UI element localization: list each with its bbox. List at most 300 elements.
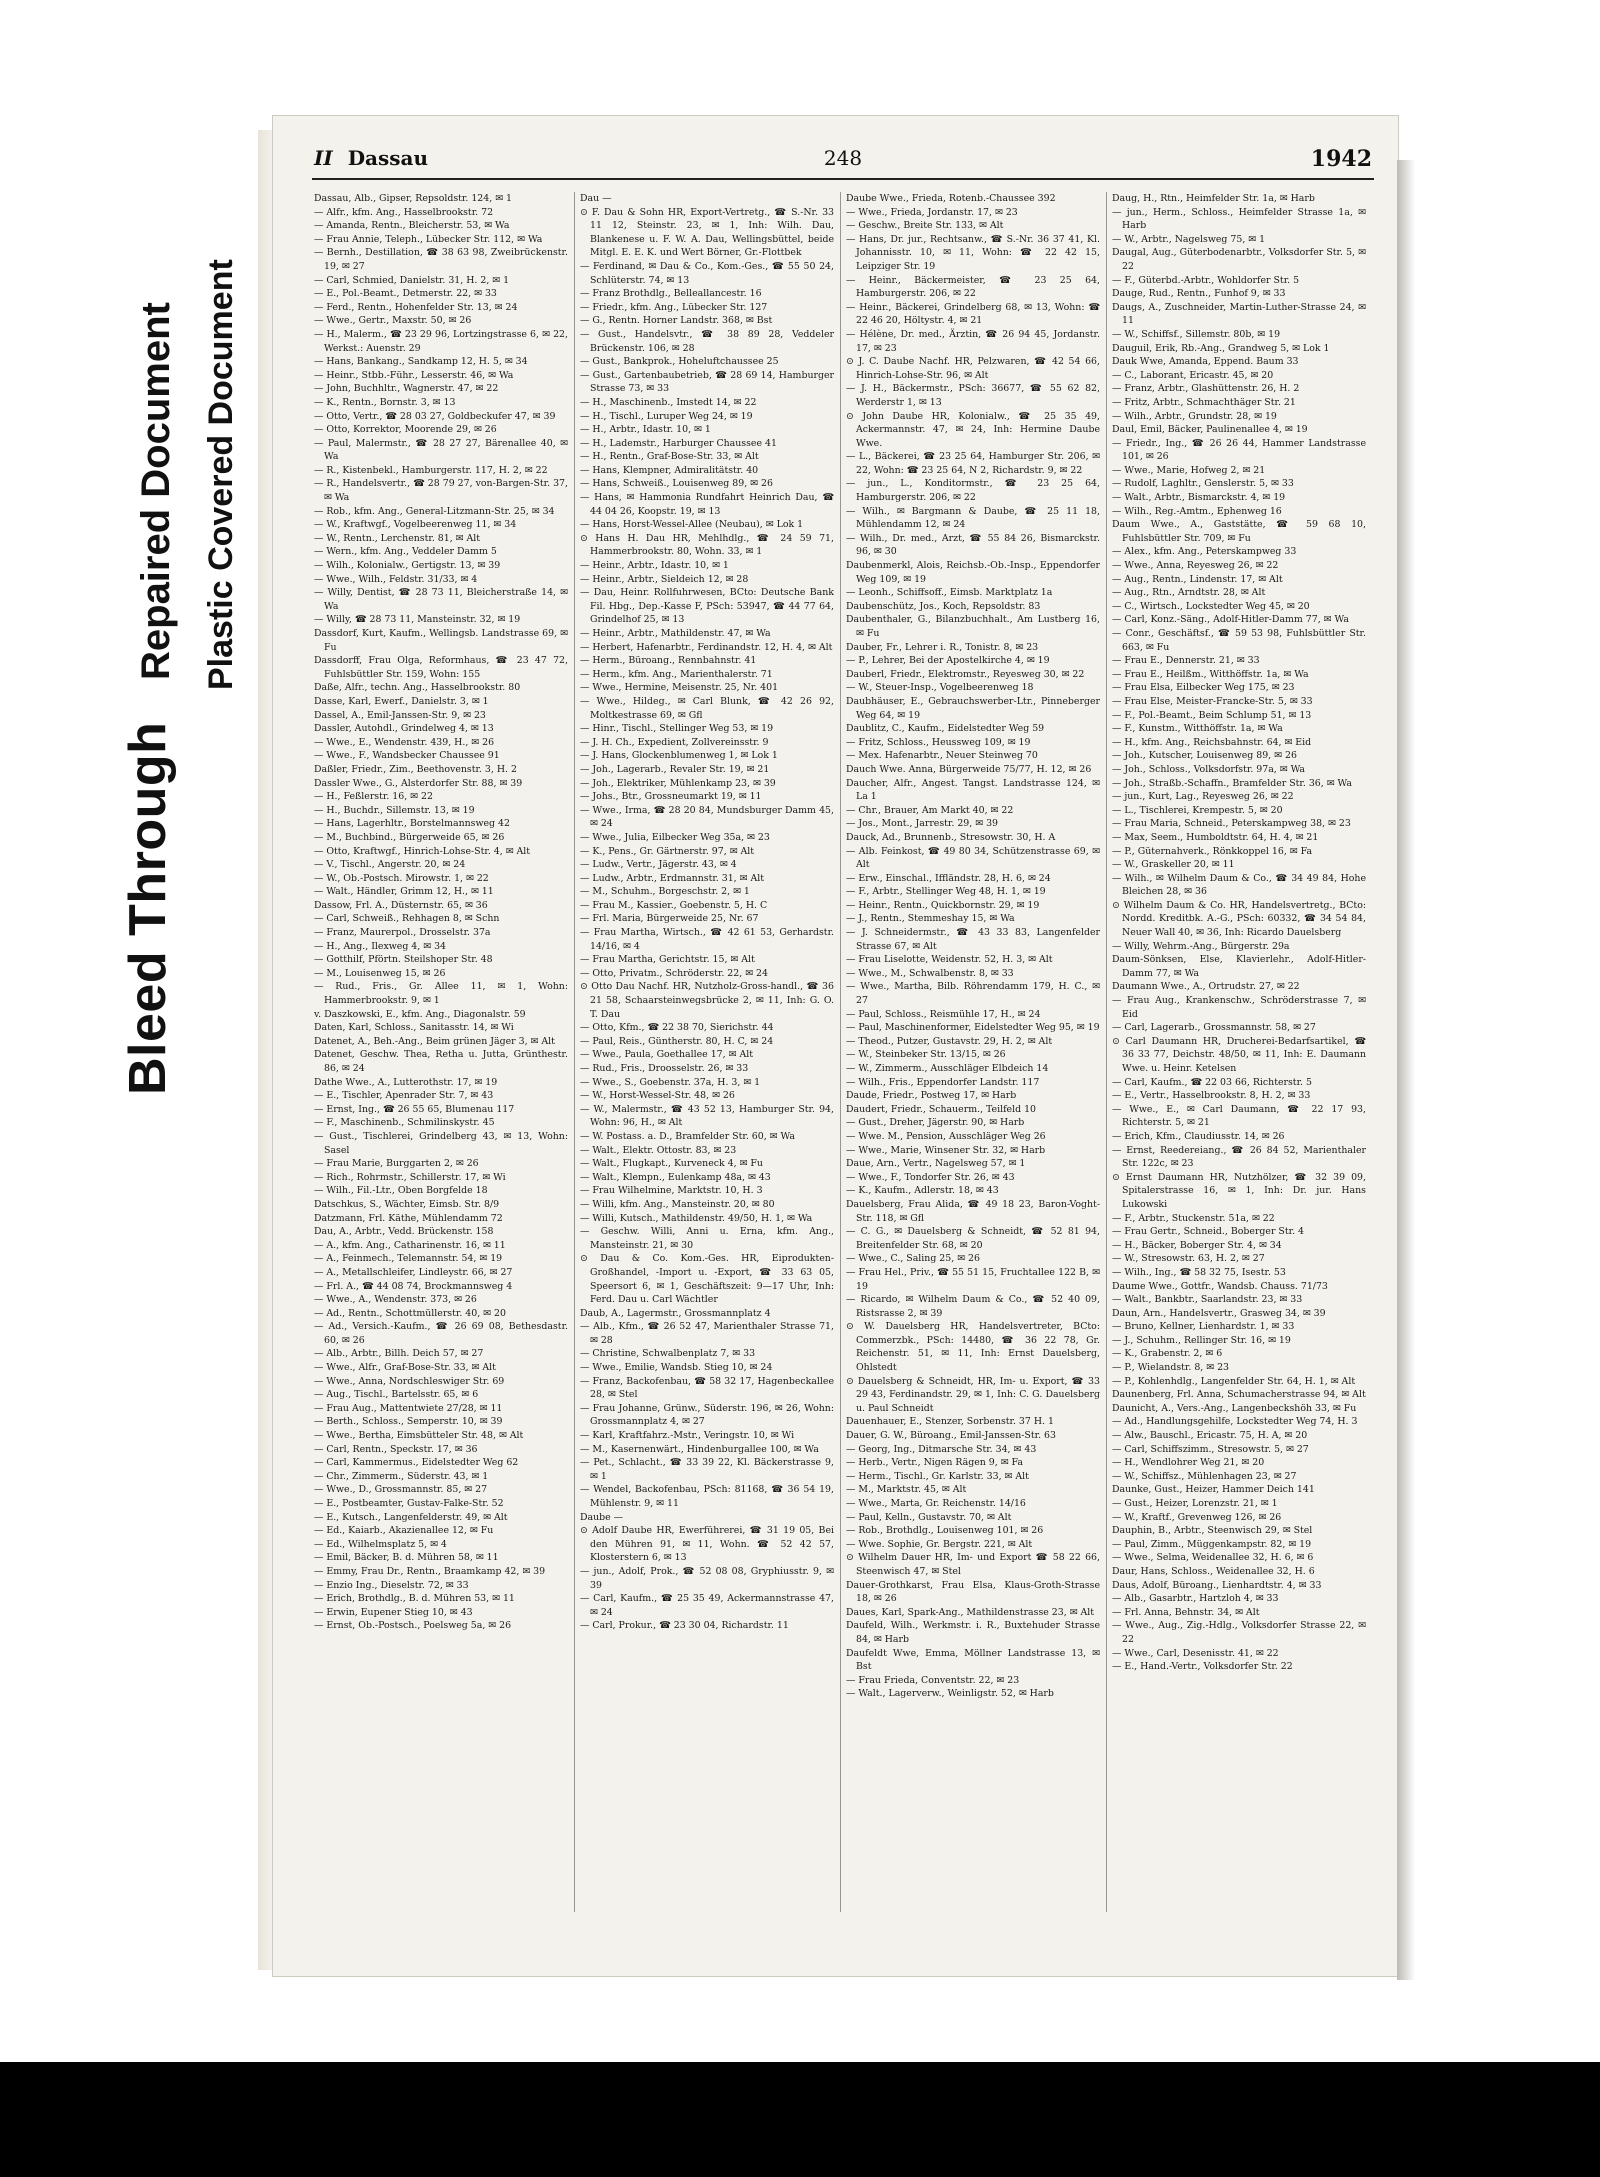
directory-entry: — Amanda, Rentn., Bleicherstr. 53, ✉ Wa <box>314 220 510 232</box>
directory-entry: — Heinr., Rentn., Quickbornstr. 29, ✉ 19 <box>846 899 1040 911</box>
directory-entry: — Frau Martha, Wirtsch., ☎ 42 61 53, Gerhardstr. 14/16, ✉ 4 <box>580 927 834 952</box>
directory-entry: — Carl, Lagerarb., Grossmannstr. 58, ✉ 27 <box>1112 1022 1316 1034</box>
directory-entry: — Hans, Dr. jur., Rechtsanw., ☎ S.-Nr. 36 37 41, Kl. Johannisstr. 10, ✉ 11, Wohn: ☎ 22 42 15, Leipziger Str. 19 <box>846 233 1100 272</box>
directory-entry: — Alw., Bauschl., Ericastr. 75, H. A, ✉ 20 <box>1112 1430 1308 1442</box>
directory-entry: — Frau Liselotte, Weidenstr. 52, H. 3, ✉ Alt <box>846 954 1053 966</box>
directory-entry: — H., Ang., Ilexweg 4, ✉ 34 <box>314 940 447 952</box>
directory-entry: — Willy, ☎ 28 73 11, Mansteinstr. 32, ✉ 19 <box>314 614 521 626</box>
directory-entry: — Bruno, Kellner, Lienhardstr. 1, ✉ 33 <box>1112 1321 1295 1333</box>
directory-entry: — Frau Hel., Priv., ☎ 55 51 15, Fruchtallee 122 B, ✉ 19 <box>846 1266 1100 1292</box>
directory-entry: — Wwe., Alfr., Graf-Bose-Str. 33, ✉ Alt <box>314 1362 496 1374</box>
directory-entry: Daub, A., Lagermstr., Grossmannplatz 4 <box>580 1307 771 1319</box>
directory-entry: — Herb., Vertr., Nigen Rägen 9, ✉ Fa <box>846 1457 1024 1469</box>
directory-column-4 <box>1112 192 1366 1912</box>
directory-entry: — Dau, Heinr. Rollfuhrwesen, BCto: Deutsche Bank Fil. Hbg., Dep.-Kasse F, PSch: 53947, ☎ 44 77 64, Grindelhof 25, ✉ 13 <box>580 587 834 626</box>
directory-entry: — Erich, Kfm., Claudiusstr. 14, ✉ 26 <box>1112 1130 1285 1142</box>
directory-entry: — Geschw., Breite Str. 133, ✉ Alt <box>846 220 1004 232</box>
directory-entry: — Wwe., Martha, Bilb. Röhrendamm 179, H. C., ✉ 27 <box>846 981 1100 1007</box>
scan-bottom-band <box>0 2062 1600 2177</box>
directory-entry: Daublitz, C., Kaufm., Eidelstedter Weg 59 <box>846 723 1045 735</box>
directory-entry: — H., Wendlohrer Weg 21, ✉ 20 <box>1112 1457 1265 1469</box>
directory-entry: — Hans, Klempner, Admiralitätstr. 40 <box>580 464 759 476</box>
directory-entry: Daufeld, Wilh., Werkmstr. i. R., Buxtehuder Strasse 84, ✉ Harb <box>846 1620 1100 1645</box>
directory-entry: — Joh., Straßb.-Schaffn., Bramfelder Str. 36, ✉ Wa <box>1112 777 1352 789</box>
directory-entry: — Hans, ✉ Hammonia Rundfahrt Heinrich Dau, ☎ 44 04 26, Koopstr. 19, ✉ 13 <box>580 492 834 517</box>
directory-entry: — H., kfm. Ang., Reichsbahnstr. 64, ✉ Eid <box>1112 736 1312 748</box>
column-divider <box>574 192 575 1912</box>
directory-entry: — Paul, Malermstr., ☎ 28 27 27, Bärenallee 40, ✉ Wa <box>314 437 568 463</box>
directory-entry: — Rich., Rohrmstr., Schillerstr. 17, ✉ Wi <box>314 1171 506 1183</box>
directory-entry: — Ferdinand, ✉ Dau & Co., Kom.-Ges., ☎ 55 50 24, Schlüterstr. 74, ✉ 13 <box>580 260 834 286</box>
directory-entry: — Alb., Arbtr., Billh. Deich 57, ✉ 27 <box>314 1348 484 1360</box>
directory-entry: — F., Maschinenb., Schmilinskystr. 45 <box>314 1117 495 1129</box>
directory-entry: ⊙ Adolf Daube HR, Ewerführerei, ☎ 31 19 05, Bei den Mühren 91, ✉ 11, Wohn. ☎ 52 42 57, Klosterstern 6, ✉ 13 <box>580 1525 834 1564</box>
directory-entry: Daun, Arn., Handelsvertr., Grasweg 34, ✉ 39 <box>1112 1307 1326 1319</box>
directory-entry: ⊙ Wilhelm Daum & Co. HR, Handelsvertretg., BCto: Nordd. Kreditbk. A.-G., PSch: 60332, ☎ 34 54 84, Neuer Wall 40, ✉ 36, Inh: Ricardo Dauelsberg <box>1112 899 1366 939</box>
directory-entry: — Ernst, Ing., ☎ 26 55 65, Blumenau 117 <box>314 1103 515 1115</box>
directory-entry: ⊙ John Daube HR, Kolonialw., ☎ 25 35 49, Ackermannstr. 47, ✉ 24, Inh: Hermine Daube Wwe. <box>846 410 1100 449</box>
section-number: II <box>314 146 333 170</box>
directory-entry: — Ernst, Reedereiang., ☎ 26 84 52, Marienthaler Str. 122c, ✉ 23 <box>1112 1144 1366 1170</box>
directory-entry: Daume Wwe., Gottfr., Wandsb. Chauss. 71/73 <box>1112 1280 1328 1292</box>
directory-entry: — Georg, Ing., Ditmarsche Str. 34, ✉ 43 <box>846 1443 1037 1455</box>
directory-entry: — Gust., Heizer, Lorenzstr. 21, ✉ 1 <box>1112 1498 1278 1509</box>
directory-entry: — Joh., Schloss., Volksdorfstr. 97a, ✉ Wa <box>1112 763 1306 775</box>
directory-entry: — E., Kutsch., Langenfelderstr. 49, ✉ Alt <box>314 1511 508 1523</box>
directory-entry: — W., Kraftwgf., Vogelbeerenweg 11, ✉ 34 <box>314 519 517 531</box>
directory-entry: Daudert, Friedr., Schauerm., Teilfeld 10 <box>846 1103 1037 1115</box>
directory-entry: — E., Vertr., Hasselbrookstr. 8, H. 2, ✉ 33 <box>1112 1090 1311 1102</box>
directory-entry: — Otto, Kfm., ☎ 22 38 70, Sierichstr. 44 <box>580 1022 774 1034</box>
directory-entry: — A., Metallschleifer, Lindleystr. 66, ✉ 27 <box>314 1266 513 1278</box>
directory-entry: — Rob., Brothdlg., Louisenweg 101, ✉ 26 <box>846 1525 1044 1537</box>
directory-entry: — Berth., Schloss., Semperstr. 10, ✉ 39 <box>314 1416 503 1428</box>
directory-entry: Daude, Friedr., Postweg 17, ✉ Harb <box>846 1090 1017 1102</box>
directory-entry: — Erwin, Eupener Stieg 10, ✉ 43 <box>314 1606 473 1618</box>
directory-entry: — Paul, Zimm., Müggenkampstr. 82, ✉ 19 <box>1112 1538 1312 1550</box>
directory-entry: Daunicht, A., Vers.-Ang., Langenbeckshöh 33, ✉ Fu <box>1112 1402 1357 1414</box>
directory-entry: — Heinr., Arbtr., Sieldeich 12, ✉ 28 <box>580 573 749 585</box>
directory-entry: — J. H. Ch., Expedient, Zollvereinsstr. 9 <box>580 736 769 748</box>
directory-entry: Dauer, G. W., Büroang., Emil-Janssen-Str. 63 <box>846 1430 1056 1442</box>
directory-entry: — Wwe., Marie, Hofweg 2, ✉ 21 <box>1112 464 1266 476</box>
directory-entry: — M., Kasernenwärt., Hindenburgallee 100, ✉ Wa <box>580 1443 819 1455</box>
directory-entry: — Willy, Dentist, ☎ 28 73 11, Bleicherstraße 14, ✉ Wa <box>314 587 568 612</box>
directory-entry: — Frau Else, Meister-Francke-Str. 5, ✉ 33 <box>1112 695 1313 707</box>
directory-entry: — J. Schneidermstr., ☎ 43 33 83, Langenfelder Strasse 67, ✉ Alt <box>846 927 1100 952</box>
directory-entry: Daum Wwe., A., Gaststätte, ☎ 59 68 10, Fuhlsbüttler Str. 709, ✉ Fu <box>1112 519 1366 544</box>
directory-entry: — Carl, Schmied, Danielstr. 31, H. 2, ✉ 1 <box>314 274 510 286</box>
directory-entry: — Heinr., Bäckermeister, ☎ 23 25 64, Hamburgerstr. 206, ✉ 22 <box>846 274 1100 300</box>
directory-entry: — Ed., Wilhelmsplatz 5, ✉ 4 <box>314 1538 447 1550</box>
directory-entry: — Hans, Schweiß., Louisenweg 89, ✉ 26 <box>580 478 773 490</box>
directory-entry: Daubenmerkl, Alois, Reichsb.-Ob.-Insp., Eppendorfer Weg 109, ✉ 19 <box>846 560 1100 585</box>
directory-entry: Dauberl, Friedr., Elektromstr., Reyesweg 30, ✉ 22 <box>846 668 1085 680</box>
directory-entry: — Rudolf, Laghltr., Genslerstr. 5, ✉ 33 <box>1112 478 1294 490</box>
directory-entry: — Gust., Tischlerei, Grindelberg 43, ✉ 13, Wohn: Sasel <box>314 1130 568 1156</box>
directory-entry: — Paul, Schloss., Reismühle 17, H., ✉ 24 <box>846 1008 1041 1020</box>
directory-entry: — E., Pol.-Beamt., Detmerstr. 22, ✉ 33 <box>314 288 497 300</box>
directory-entry: — Frl. Anna, Behnstr. 34, ✉ Alt <box>1112 1606 1260 1618</box>
directory-entry: — Gust., Dreher, Jägerstr. 90, ✉ Harb <box>846 1117 1025 1129</box>
directory-entry: Dathe Wwe., A., Lutterothstr. 17, ✉ 19 <box>314 1076 498 1088</box>
directory-entry: Dauer-Grothkarst, Frau Elsa, Klaus-Groth-Strasse 18, ✉ 26 <box>846 1579 1100 1605</box>
directory-entry: — Herm., Büroang., Rennbahnstr. 41 <box>580 655 757 667</box>
directory-entry: — Rob., kfm. Ang., General-Litzmann-Str. 25, ✉ 34 <box>314 505 555 517</box>
directory-entry: — W., Graskeller 20, ✉ 11 <box>1112 859 1235 871</box>
directory-entry: Daumann Wwe., A., Ortrudstr. 27, ✉ 22 <box>1112 981 1300 993</box>
directory-entry: — H., Tischl., Luruper Weg 24, ✉ 19 <box>580 410 753 422</box>
bleed-through-label: Bleed Through <box>119 721 177 1095</box>
directory-entry: — Frau Maria, Schneid., Peterskampweg 38, ✉ 23 <box>1112 818 1351 830</box>
directory-entry: — Joh., Lagerarb., Revaler Str. 19, ✉ 21 <box>580 763 770 775</box>
directory-entry: — Wwe. Sophie, Gr. Bergstr. 221, ✉ Alt <box>846 1538 1033 1550</box>
directory-entry: — Herm., kfm. Ang., Marienthalerstr. 71 <box>580 668 773 680</box>
directory-entry: — W., Schiffsz., Mühlenhagen 23, ✉ 27 <box>1112 1470 1297 1482</box>
directory-entry: — Aug., Rentn., Lindenstr. 17, ✉ Alt <box>1112 573 1283 585</box>
directory-entry: — Gust., Gartenbaubetrieb, ☎ 28 69 14, Hamburger Strasse 73, ✉ 33 <box>580 369 834 395</box>
directory-entry: — F., Arbtr., Stuckenstr. 51a, ✉ 22 <box>1112 1212 1275 1224</box>
directory-entry: — Frau Aug., Mattentwiete 27/28, ✉ 11 <box>314 1402 503 1414</box>
directory-entry: — Johs., Btr., Grossneumarkt 19, ✉ 11 <box>580 791 762 803</box>
directory-entry: — Wwe., Julia, Eilbecker Weg 35a, ✉ 23 <box>580 831 770 843</box>
directory-entry: — Emil, Bäcker, B. d. Mühren 58, ✉ 11 <box>314 1552 499 1564</box>
directory-entry: — Walt., Bankbtr., Saarlandstr. 23, ✉ 33 <box>1112 1294 1303 1306</box>
directory-entry: Dasse, Karl, Ewerf., Danielstr. 3, ✉ 1 <box>314 695 489 707</box>
directory-entry: — Paul, Maschinenformer, Eidelstedter Weg 95, ✉ 19 <box>846 1022 1100 1034</box>
directory-entry: — Walt., Flugkapt., Kurveneck 4, ✉ Fu <box>580 1158 763 1170</box>
directory-entry: — E., Tischler, Apenrader Str. 7, ✉ 43 <box>314 1090 494 1102</box>
directory-entry: — Friedr., kfm. Ang., Lübecker Str. 127 <box>580 301 768 313</box>
directory-entry: — H., Lademstr., Harburger Chaussee 41 <box>580 437 777 449</box>
directory-entry: — W., Horst-Wessel-Str. 48, ✉ 26 <box>580 1090 735 1102</box>
directory-entry: — Heinr., Stbb.-Führ., Lesserstr. 46, ✉ Wa <box>314 369 514 381</box>
directory-entry: Dassel, A., Emil-Janssen-Str. 9, ✉ 23 <box>314 709 486 721</box>
directory-entry: — Alb., Kfm., ☎ 26 52 47, Marienthaler Strasse 71, ✉ 28 <box>580 1321 834 1346</box>
directory-entry: Datenet, Geschw. Thea, Retha u. Jutta, Grünthestr. 86, ✉ 24 <box>314 1049 568 1074</box>
directory-entry: — Willi, Kutsch., Mathildenstr. 49/50, H. 1, ✉ Wa <box>580 1212 813 1224</box>
directory-entry: — Wwe., F., Tondorfer Str. 26, ✉ 43 <box>846 1171 1015 1183</box>
directory-entry: — W., Zimmerm., Ausschläger Elbdeich 14 <box>846 1063 1049 1074</box>
directory-entry: — Leonh., Schiffsoff., Eimsb. Marktplatz 1a <box>846 587 1053 599</box>
directory-entry: — Wwe., Anna, Nordschleswiger Str. 69 <box>314 1375 505 1387</box>
directory-entry: — Carl, Konz.-Säng., Adolf-Hitler-Damm 77, ✉ Wa <box>1112 614 1349 626</box>
directory-entry: — C. G., ✉ Dauelsberg & Schneidt, ☎ 52 81 94, Breitenfelder Str. 68, ✉ 20 <box>846 1226 1100 1251</box>
directory-entry: — Fritz, Arbtr., Schmachthäger Str. 21 <box>1112 396 1296 408</box>
directory-entry: Daugs, A., Zuschneider, Martin-Luther-Strasse 24, ✉ 11 <box>1112 301 1366 327</box>
directory-entry: Daugal, Aug., Güterbodenarbtr., Volksdorfer Str. 5, ✉ 22 <box>1112 247 1366 272</box>
directory-entry: — P., Lehrer, Bei der Apostelkirche 4, ✉ 19 <box>846 655 1050 667</box>
directory-entry: — Ludw., Arbtr., Erdmannstr. 31, ✉ Alt <box>580 872 765 884</box>
directory-entry: — W., Stresowstr. 63, H. 2, ✉ 27 <box>1112 1253 1265 1265</box>
directory-entry: — K., Pens., Gr. Gärtnerstr. 97, ✉ Alt <box>580 845 755 857</box>
directory-entry: — J. H., Bäckermstr., PSch: 36677, ☎ 55 62 82, Werderstr 1, ✉ 13 <box>846 383 1100 408</box>
directory-entry: — W., Steuer-Insp., Vogelbeerenweg 18 <box>846 682 1034 694</box>
directory-entry: — K., Grabenstr. 2, ✉ 6 <box>1112 1348 1223 1360</box>
year: 1942 <box>1310 146 1372 172</box>
directory-entry: — Franz, Arbtr., Glashüttenstr. 26, H. 2 <box>1112 383 1300 395</box>
directory-entry: Dauge, Rud., Rentn., Funhof 9, ✉ 33 <box>1112 288 1286 300</box>
directory-entry: — W., Arbtr., Nagelsweg 75, ✉ 1 <box>1112 233 1266 245</box>
directory-entry: — Walt., Lagerverw., Weinligstr. 52, ✉ Harb <box>846 1688 1054 1700</box>
page-shadow <box>1397 160 1415 1980</box>
directory-entry: Dassler Wwe., G., Alsterdorfer Str. 88, ✉ 39 <box>314 777 523 789</box>
directory-entry: — Wilh., Fris., Eppendorfer Landstr. 117 <box>846 1076 1040 1088</box>
directory-entry: — G., Rentn. Horner Landstr. 368, ✉ Bst <box>580 315 773 327</box>
directory-entry: — Chr., Brauer, Am Markt 40, ✉ 22 <box>846 804 1014 816</box>
directory-entry: — Walt., Händler, Grimm 12, H., ✉ 11 <box>314 886 494 898</box>
directory-entry: — John, Buchhltr., Wagnerstr. 47, ✉ 22 <box>314 383 499 395</box>
directory-entry: — Alex., kfm. Ang., Peterskampweg 33 <box>1112 546 1297 558</box>
directory-entry: — F., Güterbd.-Arbtr., Wohldorfer Str. 5 <box>1112 274 1300 286</box>
directory-entry: — Walt., Klempn., Eulenkamp 48a, ✉ 43 <box>580 1171 771 1183</box>
directory-entry: — J., Schuhm., Rellinger Str. 16, ✉ 19 <box>1112 1334 1291 1346</box>
directory-entry: — Chr., Zimmerm., Süderstr. 43, ✉ 1 <box>314 1470 489 1482</box>
directory-entry: — Hans, Bankang., Sandkamp 12, H. 5, ✉ 34 <box>314 356 528 368</box>
directory-entry: — Ricardo, ✉ Wilhelm Daum & Co., ☎ 52 40 09, Ristsrasse 2, ✉ 39 <box>846 1294 1100 1319</box>
directory-entry: — W., Schiffsf., Sillemstr. 80b, ✉ 19 <box>1112 328 1281 340</box>
directory-entry: — Willy, Wehrm.-Ang., Bürgerstr. 29a <box>1112 940 1290 952</box>
directory-entry: — Geschw. Willi, Anni u. Erna, kfm. Ang., Mansteinstr. 21, ✉ 30 <box>580 1226 834 1251</box>
directory-entry: — Carl, Prokur., ☎ 23 30 04, Richardstr. 11 <box>580 1620 789 1632</box>
directory-entry: — L., Bäckerei, ☎ 23 25 64, Hamburger Str. 206, ✉ 22, Wohn: ☎ 23 25 64, N 2, Richardstr. 9, ✉ 22 <box>846 451 1100 476</box>
directory-entry: — F., Arbtr., Stellinger Weg 48, H. 1, ✉ 19 <box>846 886 1046 898</box>
directory-entry: — Aug., Rtn., Arndtstr. 28, ✉ Alt <box>1112 587 1266 599</box>
directory-entry: — Hélène, Dr. med., Ärztin, ☎ 26 94 45, Jordanstr. 17, ✉ 23 <box>846 328 1100 354</box>
directory-entry: — Wilh., Kolonialw., Gertigstr. 13, ✉ 39 <box>314 560 501 572</box>
directory-entry: — Alb., Gasarbtr., Hartzloh 4, ✉ 33 <box>1112 1593 1279 1605</box>
column-divider <box>840 192 841 1912</box>
directory-entry: — Enzio Ing., Dieselstr. 72, ✉ 33 <box>314 1579 469 1591</box>
directory-entry: — Wilh., ✉ Bargmann & Daube, ☎ 25 11 18, Mühlendamm 12, ✉ 24 <box>846 505 1100 531</box>
directory-entry: Daus, Adolf, Büroang., Lienhardtstr. 4, ✉ 33 <box>1112 1579 1322 1591</box>
directory-entry: Dassler, Autohdl., Grindelweg 4, ✉ 13 <box>314 723 494 735</box>
directory-entry: — W., Steinbeker Str. 13/15, ✉ 26 <box>846 1049 1006 1061</box>
directory-entry: — Wwe., Marta, Gr. Reichenstr. 14/16 <box>846 1498 1026 1509</box>
directory-entry: — A., kfm. Ang., Catharinenstr. 16, ✉ 11 <box>314 1239 506 1251</box>
repaired-document-label: Repaired Document <box>134 302 178 680</box>
directory-entry: — Ad., Handlungsgehilfe, Lockstedter Weg 74, H. 3 <box>1112 1416 1358 1428</box>
directory-entry: — jun., Kurt, Lag., Reyesweg 26, ✉ 22 <box>1112 791 1294 803</box>
directory-entry: — Frau M., Kassier., Goebenstr. 5, H. C <box>580 899 768 911</box>
directory-entry: — J., Rentn., Stemmeshay 15, ✉ Wa <box>846 913 1015 925</box>
directory-entry: Daug, H., Rtn., Heimfelder Str. 1a, ✉ Harb <box>1112 193 1315 204</box>
section-title: Dassau <box>347 146 429 170</box>
directory-entry: Dauelsberg, Frau Alida, ☎ 49 18 23, Baron-Voght-Str. 118, ✉ Gfl <box>846 1198 1100 1224</box>
directory-entry: — Karl, Kraftfahrz.-Mstr., Veringstr. 10, ✉ Wi <box>580 1430 795 1442</box>
directory-entry: — H., Arbtr., Idastr. 10, ✉ 1 <box>580 424 711 436</box>
directory-entry: Daunke, Gust., Heizer, Hammer Deich 141 <box>1112 1484 1315 1496</box>
directory-entry: — Gotthilf, Pförtn. Steilshoper Str. 48 <box>314 954 493 966</box>
directory-entry: — Wilh., Reg.-Amtm., Ephenweg 16 <box>1112 505 1282 517</box>
directory-entry: Daufeldt Wwe, Emma, Möllner Landstrasse 13, ✉ Bst <box>846 1647 1100 1673</box>
directory-entry: — Wwe., Bertha, Eimsbütteler Str. 48, ✉ Alt <box>314 1430 524 1442</box>
directory-entry: — Wwe., E., ✉ Carl Daumann, ☎ 22 17 93, Richterstr. 5, ✉ 21 <box>1112 1103 1366 1129</box>
directory-entry: Dauck, Ad., Brunnenb., Stresowstr. 30, H. A <box>846 831 1056 843</box>
directory-entry: — C., Laborant, Ericastr. 45, ✉ 20 <box>1112 369 1274 381</box>
directory-entry: — Frau Marie, Burggarten 2, ✉ 26 <box>314 1158 479 1170</box>
directory-entry: — H., Buchdr., Sillemstr. 13, ✉ 19 <box>314 804 475 816</box>
directory-entry: — Wwe., Paula, Goethallee 17, ✉ Alt <box>580 1049 753 1061</box>
directory-entry: — Hans, Lagerhltr., Borstelmannsweg 42 <box>314 818 510 830</box>
directory-entry: — Aug., Tischl., Bartelsstr. 65, ✉ 6 <box>314 1389 479 1401</box>
directory-entry: Daten, Karl, Schloss., Sanitasstr. 14, ✉ Wi <box>314 1022 514 1034</box>
directory-entry: — Hans, Horst-Wessel-Allee (Neubau), ✉ Lok 1 <box>580 519 804 531</box>
directory-entry: — Wwe., Hildeg., ✉ Carl Blunk, ☎ 42 26 92, Moltkestrasse 69, ✉ Gfl <box>580 695 834 721</box>
directory-entry: ⊙ F. Dau & Sohn HR, Export-Vertretg., ☎ S.-Nr. 33 11 12, Steinstr. 23, ✉ 1, Inh: Wilh. Dau, Blankenese u. F. W. A. Dau, Wellingsbüttel, beide Mitgl. E. E. K. und Wert Börner, Gr.-Flottbek <box>580 206 834 259</box>
directory-entry: Dau — <box>580 193 612 204</box>
directory-entry: — Conr., Geschäftsf., ☎ 59 53 98, Fuhlsbüttler Str. 663, ✉ Fu <box>1112 628 1366 653</box>
directory-entry: — E., Hand.-Vertr., Volksdorfer Str. 22 <box>1112 1661 1293 1673</box>
directory-entry: — W., Kraftf., Grevenweg 126, ✉ 26 <box>1112 1511 1282 1523</box>
directory-entry: — Franz, Maurerpol., Drosselstr. 37a <box>314 927 491 939</box>
directory-entry: — Ad., Rentn., Schottmüllerstr. 40, ✉ 20 <box>314 1307 506 1319</box>
directory-entry: — Wwe., Selma, Weidenallee 32, H. 6, ✉ 6 <box>1112 1552 1314 1564</box>
directory-entry: ⊙ Dau & Co. Kom.-Ges. HR, Eiprodukten-Großhandel, -Import u. -Export, ☎ 33 63 05, Speersort 6, ✉ 1, Geschäftszeit: 9—17 Uhr, Inh: Ferd. Dau u. Carl Wächtler <box>580 1253 834 1306</box>
directory-entry: — K., Rentn., Bornstr. 3, ✉ 13 <box>314 396 456 408</box>
directory-entry: — Paul, Reis., Güntherstr. 80, H. C, ✉ 24 <box>580 1035 774 1047</box>
directory-entry: — Wern., kfm. Ang., Veddeler Damm 5 <box>314 546 497 558</box>
directory-entry: — Heinr., Bäckerei, Grindelberg 68, ✉ 13, Wohn: ☎ 22 46 20, Höltystr. 4, ✉ 21 <box>846 301 1100 327</box>
directory-entry: Daunenberg, Frl. Anna, Schumacherstrasse 94, ✉ Alt <box>1112 1389 1366 1401</box>
directory-entry: Datenet, A., Beh.-Ang., Beim grünen Jäger 3, ✉ Alt <box>314 1035 555 1047</box>
directory-entry: — Wilh., Ing., ☎ 58 32 75, Isestr. 53 <box>1112 1266 1286 1278</box>
directory-entry: — Otto, Korrektor, Moorende 29, ✉ 26 <box>314 424 497 436</box>
directory-entry: Daum-Sönksen, Else, Klavierlehr., Adolf-Hitler-Damm 77, ✉ Wa <box>1112 954 1366 979</box>
directory-entry: Dauk Wwe, Amanda, Eppend. Baum 33 <box>1112 356 1299 368</box>
page-number: 248 <box>823 146 863 170</box>
directory-entry: — H., Maschinenb., Imstedt 14, ✉ 22 <box>580 396 757 408</box>
directory-entry: — Joh., Kutscher, Louisenweg 89, ✉ 26 <box>1112 750 1297 762</box>
directory-entry: — jun., L., Konditormstr., ☎ 23 25 64, Hamburgerstr. 206, ✉ 22 <box>846 478 1100 504</box>
directory-entry: Dauch Wwe. Anna, Bürgerweide 75/77, H. 12, ✉ 26 <box>846 763 1092 775</box>
directory-entry: — Fritz, Schloss., Heussweg 109, ✉ 19 <box>846 736 1031 748</box>
directory-entry: — R., Kistenbekl., Hamburgerstr. 117, H. 2, ✉ 22 <box>314 464 548 476</box>
directory-entry: — Joh., Elektriker, Mühlenkamp 23, ✉ 39 <box>580 777 776 789</box>
directory-entry: — Alb. Feinkost, ☎ 49 80 34, Schützenstrasse 69, ✉ Alt <box>846 845 1100 871</box>
directory-entry: — Wilh., ✉ Wilhelm Daum & Co., ☎ 34 49 84, Hohe Bleichen 28, ✉ 36 <box>1112 872 1366 898</box>
directory-entry: — Ludw., Vertr., Jägerstr. 43, ✉ 4 <box>580 859 737 871</box>
directory-entry: — Frau Wilhelmine, Marktstr. 10, H. 3 <box>580 1185 763 1197</box>
directory-entry: — Wwe., D., Grossmannstr. 85, ✉ 27 <box>314 1484 488 1496</box>
directory-entry: — Frau Elsa, Eilbecker Weg 175, ✉ 23 <box>1112 682 1295 694</box>
column-divider <box>1106 192 1107 1912</box>
directory-entry: — Frau Gertr., Schneid., Boberger Str. 4 <box>1112 1226 1305 1238</box>
directory-entry: — Carl, Rentn., Speckstr. 17, ✉ 36 <box>314 1443 478 1455</box>
directory-entry: — H., Rentn., Graf-Bose-Str. 33, ✉ Alt <box>580 451 759 463</box>
directory-entry: — Wendel, Backofenbau, PSch: 81168, ☎ 36 54 19, Mühlenstr. 9, ✉ 11 <box>580 1484 834 1509</box>
directory-entry: — Frau Johanne, Grünw., Süderstr. 196, ✉ 26, Wohn: Grossmannplatz 4, ✉ 27 <box>580 1402 834 1428</box>
directory-entry: — F., Pol.-Beamt., Beim Schlump 51, ✉ 13 <box>1112 709 1312 721</box>
directory-entry: — Ferd., Rentn., Hohenfelder Str. 13, ✉ 24 <box>314 301 518 313</box>
directory-entry: ⊙ J. C. Daube Nachf. HR, Pelzwaren, ☎ 42 54 66, Hinrich-Lohse-Str. 96, ✉ Alt <box>846 356 1100 381</box>
directory-entry: Datschkus, S., Wächter, Eimsb. Str. 8/9 <box>314 1198 500 1210</box>
directory-entry: — Erich, Brothdlg., B. d. Mühren 53, ✉ 11 <box>314 1593 515 1605</box>
directory-entry: — Paul, Kelln., Gustavstr. 70, ✉ Alt <box>846 1511 1012 1523</box>
directory-entry: — Wwe., S., Goebenstr. 37a, H. 3, ✉ 1 <box>580 1076 761 1088</box>
directory-column-3 <box>846 192 1100 1912</box>
directory-entry: — Carl, Schweiß., Rehhagen 8, ✉ Schn <box>314 913 500 925</box>
directory-entry: Dauguil, Erik, Rb.-Ang., Grandweg 5, ✉ Lok 1 <box>1112 342 1330 354</box>
directory-entry: — Franz, Backofenbau, ☎ 58 32 17, Hagenbeckallee 28, ✉ Stel <box>580 1375 834 1401</box>
directory-entry: Daues, Karl, Spark-Ang., Mathildenstrasse 23, ✉ Alt <box>846 1606 1095 1618</box>
directory-entry: — Walt., Elektr. Ottostr. 83, ✉ 23 <box>580 1144 737 1156</box>
directory-entry: — Mex. Hafenarbtr., Neuer Steinweg 70 <box>846 750 1038 762</box>
directory-entry: — E., Postbeamter, Gustav-Falke-Str. 52 <box>314 1498 504 1509</box>
directory-entry: — Otto, Kraftwgf., Hinrich-Lohse-Str. 4, ✉ Alt <box>314 845 531 857</box>
directory-entry: — W., Malermstr., ☎ 43 52 13, Hamburger Str. 94, Wohn: 96, H., ✉ Alt <box>580 1103 834 1129</box>
directory-entry: ⊙ W. Dauelsberg HR, Handelsvertreter, BCto: Commerzbk., PSch: 14480, ☎ 36 22 78, Gr. Reichenstr. 51, ✉ 11, Inh: Ernst Dauelsberg, Ohlstedt <box>846 1321 1100 1374</box>
directory-entry: Dauenhauer, E., Stenzer, Sorbenstr. 37 H. 1 <box>846 1416 1054 1428</box>
directory-entry: — Wilh., Arbtr., Grundstr. 28, ✉ 19 <box>1112 410 1277 422</box>
directory-entry: — W. Postass. a. D., Bramfelder Str. 60, ✉ Wa <box>580 1130 795 1142</box>
directory-entry: — Frau Annie, Teleph., Lübecker Str. 112, ✉ Wa <box>314 233 543 245</box>
directory-entry: — R., Handelsvertr., ☎ 28 79 27, von-Bargen-Str. 37, ✉ Wa <box>314 478 568 504</box>
directory-entry: — W., Rentn., Lerchenstr. 81, ✉ Alt <box>314 532 481 544</box>
directory-entry: — Wwe., Frieda, Jordanstr. 17, ✉ 23 <box>846 206 1018 218</box>
directory-entry: — Frau Frieda, Conventstr. 22, ✉ 23 <box>846 1674 1020 1686</box>
directory-entry: Datzmann, Frl. Käthe, Mühlendamm 72 <box>314 1212 503 1224</box>
directory-entry: — Carl, Kammermus., Eidelstedter Weg 62 <box>314 1457 519 1469</box>
directory-entry: — C., Wirtsch., Lockstedter Weg 45, ✉ 20 <box>1112 600 1310 612</box>
directory-entry: Daube — <box>580 1511 624 1523</box>
directory-entry: Dauber, Fr., Lehrer i. R., Tonistr. 8, ✉ 23 <box>846 641 1039 653</box>
directory-entry: — W., Ob.-Postsch. Mirowstr. 1, ✉ 22 <box>314 872 489 884</box>
directory-entry: — Wwe., Gertr., Maxstr. 50, ✉ 26 <box>314 315 472 327</box>
directory-entry: — Wwe., F., Wandsbecker Chaussee 91 <box>314 750 500 762</box>
directory-entry: — H., Malerm., ☎ 23 29 96, Lortzingstrasse 6, ✉ 22, Werkst.: Auenstr. 29 <box>314 328 568 354</box>
directory-entry: — Ed., Kaiarb., Akazienallee 12, ✉ Fu <box>314 1525 494 1537</box>
directory-entry: Daur, Hans, Schloss., Weidenallee 32, H. 6 <box>1112 1565 1315 1577</box>
directory-entry: — L., Tischlerei, Krempestr. 5, ✉ 20 <box>1112 804 1283 816</box>
directory-entry: — Friedr., Ing., ☎ 26 26 44, Hammer Landstrasse 101, ✉ 26 <box>1112 437 1366 463</box>
directory-entry: Daubenthaler, G., Bilanzbuchhalt., Am Lustberg 16, ✉ Fu <box>846 614 1100 639</box>
directory-entry: — Carl, Kaufm., ☎ 25 35 49, Ackermannstrasse 47, ✉ 24 <box>580 1593 834 1618</box>
directory-entry: — Wwe., Wilh., Feldstr. 31/33, ✉ 4 <box>314 573 478 585</box>
directory-entry: — P., Güternahverk., Rönkkoppel 16, ✉ Fa <box>1112 845 1313 857</box>
directory-entry: — Bernh., Destillation, ☎ 38 63 98, Zweibrückenstr. 19, ✉ 27 <box>314 247 568 272</box>
directory-entry: — Herm., Tischl., Gr. Karlstr. 33, ✉ Alt <box>846 1470 1029 1482</box>
directory-entry: — Carl, Schiffszimm., Stresowstr. 5, ✉ 27 <box>1112 1443 1309 1455</box>
directory-entry: — Rud., Fris., Gr. Allee 11, ✉ 1, Wohn: Hammerbrookstr. 9, ✉ 1 <box>314 981 568 1007</box>
directory-entry: — M., Buchbind., Bürgerweide 65, ✉ 26 <box>314 831 505 843</box>
directory-entry: Daue, Arn., Vertr., Nagelsweg 57, ✉ 1 <box>846 1158 1026 1170</box>
directory-entry: — Hinr., Tischl., Stellinger Weg 53, ✉ 19 <box>580 723 774 735</box>
directory-entry: — H., Feßlerstr. 16, ✉ 22 <box>314 791 433 803</box>
directory-entry: — jun., Adolf, Prok., ☎ 52 08 08, Gryphiusstr. 9, ✉ 39 <box>580 1565 834 1591</box>
directory-entry: — M., Marktstr. 45, ✉ Alt <box>846 1484 967 1496</box>
directory-entry: — Carl, Kaufm., ☎ 22 03 66, Richterstr. 5 <box>1112 1076 1312 1088</box>
directory-column-2 <box>580 192 834 1912</box>
directory-entry: — Franz Brothdlg., Belleallancestr. 16 <box>580 288 762 300</box>
directory-entry: — jun., Herm., Schloss., Heimfelder Strasse 1a, ✉ Harb <box>1112 206 1366 232</box>
directory-entry: — Wilh., Dr. med., Arzt, ☎ 55 84 26, Bismarckstr. 96, ✉ 30 <box>846 532 1100 558</box>
directory-entry: Dassdorff, Frau Olga, Reformhaus, ☎ 23 47 72, Fuhlsbüttler Str. 159, Wohn: 155 <box>314 655 568 680</box>
directory-entry: — Frl. Maria, Bürgerweide 25, Nr. 67 <box>580 913 759 925</box>
directory-entry: — Wwe. M., Pension, Ausschläger Weg 26 <box>846 1130 1046 1142</box>
directory-entry: — Gust., Handelsvtr., ☎ 38 89 28, Veddeler Brückenstr. 106, ✉ 28 <box>580 328 834 354</box>
directory-entry: — P., Wielandstr. 8, ✉ 23 <box>1112 1362 1230 1374</box>
directory-entry: Dassau, Alb., Gipser, Repsoldstr. 124, ✉ 1 <box>314 193 512 204</box>
directory-column-1 <box>314 192 568 1912</box>
directory-entry: Daße, Alfr., techn. Ang., Hasselbrookstr. 80 <box>314 682 521 694</box>
directory-entry: ⊙ Dauelsberg & Schneidt, HR, Im- u. Export, ☎ 33 29 43, Ferdinandstr. 29, ✉ 1, Inh: C. G. Dauelsberg u. Paul Schneidt <box>846 1375 1100 1414</box>
directory-entry: — J. Hans, Glockenblumenweg 1, ✉ Lok 1 <box>580 750 778 762</box>
directory-entry: — Wwe., Anna, Reyesweg 26, ✉ 22 <box>1112 560 1279 572</box>
directory-entry: — Pet., Schlacht., ☎ 33 39 22, Kl. Bäckerstrasse 9, ✉ 1 <box>580 1457 834 1482</box>
page-header <box>312 142 1374 180</box>
directory-entry: — Theod., Putzer, Gustavstr. 29, H. 2, ✉ Alt <box>846 1035 1053 1047</box>
